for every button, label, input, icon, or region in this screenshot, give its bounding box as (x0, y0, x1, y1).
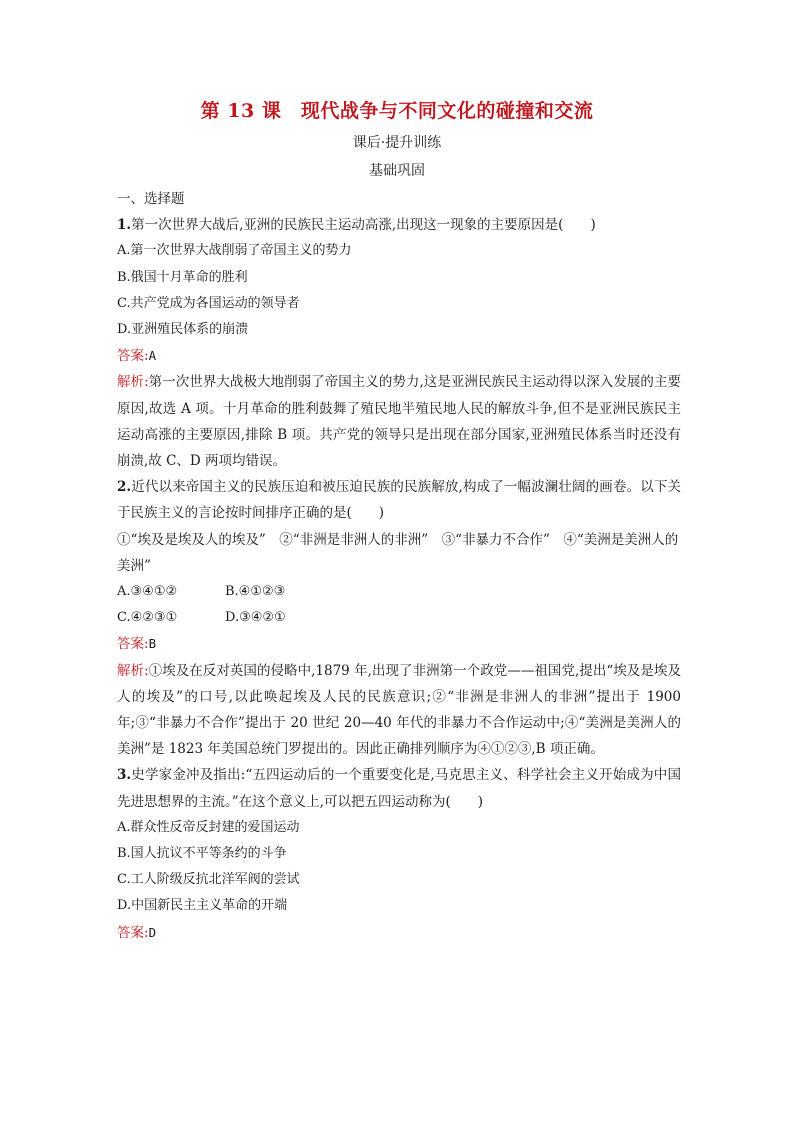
question-number: 1. (117, 217, 132, 234)
question-3 (117, 762, 681, 814)
answer-label: 答案: (117, 636, 149, 653)
question-number: 3. (117, 767, 132, 784)
option-c: C.工人阶级反抗北洋军阀的尝试 (117, 872, 300, 888)
answer (117, 343, 681, 369)
answer-value: B (148, 636, 157, 652)
question-stem: 第一次世界大战后,亚洲的民族民主运动高涨,出现这一现象的主要原因是( ) (131, 217, 596, 234)
part-heading: 一、选择题 (117, 191, 185, 207)
question-body (117, 186, 681, 946)
quote-list: ①“埃及是埃及人的埃及” ②“非洲是非洲人的非洲” ③“非暴力不合作” ④“美洲是美洲人的美洲” (117, 531, 679, 574)
option-d: D.中国新民主主义革命的开端 (117, 898, 288, 914)
option-row (117, 579, 681, 605)
option-b: B.④①②③ (225, 584, 286, 600)
option-b: B.俄国十月革命的胜利 (117, 269, 248, 285)
analysis (117, 658, 681, 763)
option-a: A.第一次世界大战削弱了帝国主义的势力 (117, 243, 352, 259)
option-a: A.群众性反帝反封建的爱国运动 (117, 819, 300, 835)
answer-value: D (148, 924, 157, 940)
answer (117, 920, 681, 946)
option-row (117, 605, 681, 631)
answer (117, 631, 681, 657)
section-heading: 基础巩固 (369, 163, 425, 179)
page-title: 第 13 课 现代战争与不同文化的碰撞和交流 (200, 100, 594, 122)
option-a: A.③④①② (117, 584, 178, 600)
question-2 (117, 474, 681, 526)
option-c: C.共产党成为各国运动的领导者 (117, 295, 300, 311)
question-1 (117, 212, 681, 238)
option-d: D.亚洲殖民体系的崩溃 (117, 322, 249, 338)
option-d: D.③④②① (225, 610, 286, 626)
option-c: C.④②③① (117, 610, 178, 626)
answer-label: 答案: (117, 924, 149, 941)
answer-value: A (148, 348, 157, 364)
question-stem: 史学家金冲及指出:“五四运动后的一个重要变化是,马克思主义、科学社会主义开始成为中国先进思想界的主流。”在这个意义上,可以把五四运动称为( ) (117, 767, 681, 810)
analysis-label: 解析: (117, 662, 149, 679)
analysis-label: 解析: (117, 374, 149, 391)
analysis-text: ①埃及在反对英国的侵略中,1879 年,出现了非洲第一个政党——祖国党,提出“埃及是埃及人的埃及”的口号,以此唤起埃及人民的民族意识;②“非洲是非洲人的非洲”提出于 1900 年;③“非暴力不合作”提出于 20 世纪 20—40 年代的非暴力不合作运动中;④“美洲是美洲人的美洲”是 1823 年美国总统门罗提出的。因此正确排列顺序为④①②③,B 项正确。 (117, 662, 681, 758)
subtitle: 课后·提升训练 (352, 135, 442, 151)
answer-label: 答案: (117, 348, 149, 365)
question-number: 2. (117, 479, 132, 496)
question-stem: 近代以来帝国主义的民族压迫和被压迫民族的民族解放,构成了一幅波澜壮阔的画卷。以下关于民族主义的言论按时间排序正确的是( ) (117, 479, 681, 522)
analysis (117, 369, 681, 474)
analysis-text: 第一次世界大战极大地削弱了帝国主义的势力,这是亚洲民族民主运动得以深入发展的主要原因,故选 A 项。十月革命的胜利鼓舞了殖民地半殖民地人民的解放斗争,但不是亚洲民族民主运动高涨的主要原因,排除 B 项。共产党的领导只是出现在部分国家,亚洲殖民体系当时还没有崩溃,故 C、D 两项均错误。 (117, 374, 681, 470)
option-b: B.国人抗议不平等条约的斗争 (117, 846, 287, 862)
